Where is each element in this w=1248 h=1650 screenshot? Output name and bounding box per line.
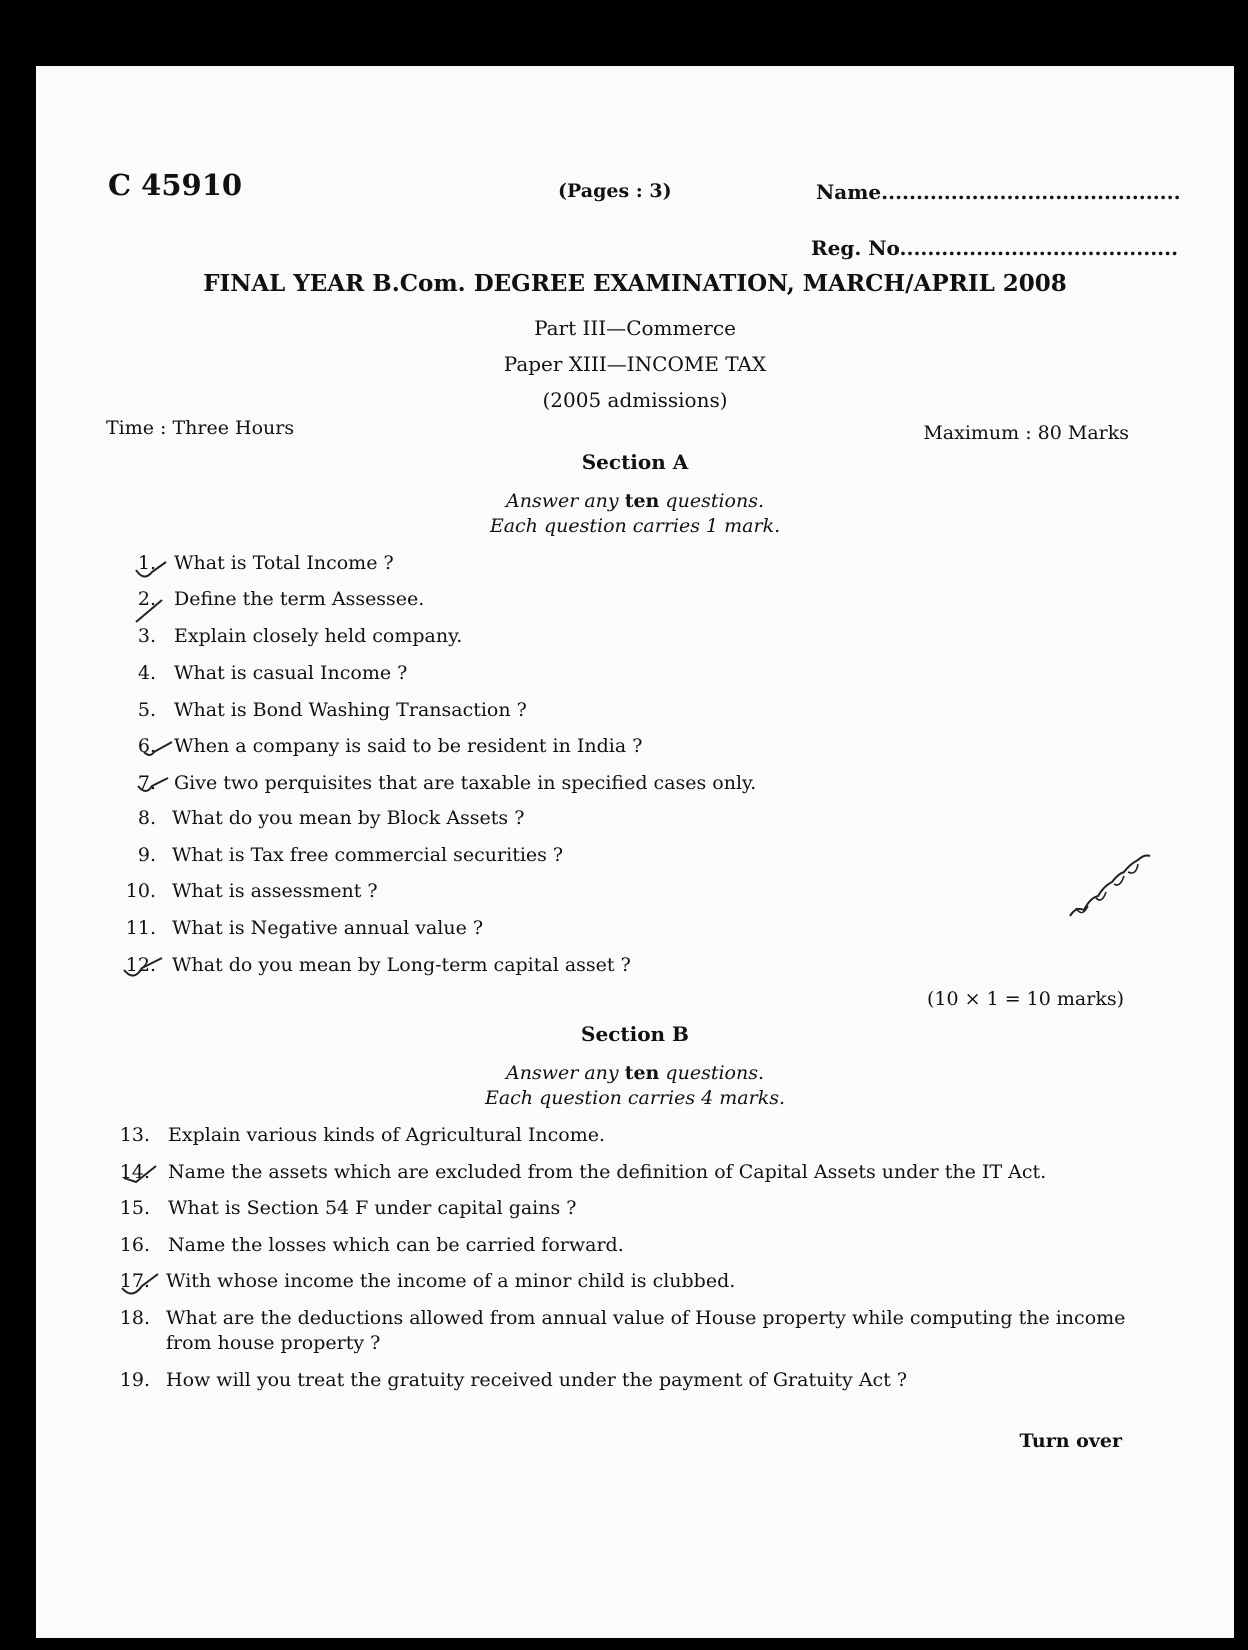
question-number: 1. bbox=[137, 552, 156, 574]
time-allowed: Time : Three Hours bbox=[106, 417, 295, 439]
tick-mark-icon bbox=[118, 1270, 162, 1300]
part-title: Part III—Commerce bbox=[534, 316, 736, 340]
section-b-instruction bbox=[36, 1062, 1234, 1084]
name-field bbox=[816, 180, 1181, 204]
section-a-marks: (10 × 1 = 10 marks) bbox=[927, 988, 1124, 1010]
question-text: Explain closely held company. bbox=[174, 625, 463, 647]
admissions: (2005 admissions) bbox=[542, 388, 728, 412]
question-text: What is Tax free commercial securities ? bbox=[172, 844, 564, 866]
question-text: What is casual Income ? bbox=[174, 662, 408, 684]
question-number: 3. bbox=[137, 625, 156, 647]
question-text: Give two perquisites that are taxable in specified cases only. bbox=[174, 772, 757, 794]
question-number: 13. bbox=[119, 1124, 150, 1146]
question-number: 4. bbox=[137, 662, 156, 684]
question-text: What is Bond Washing Transaction ? bbox=[174, 699, 527, 721]
instr-bold: ten bbox=[624, 490, 660, 512]
question-text: from house property ? bbox=[166, 1332, 381, 1354]
maximum-marks: Maximum : 80 Marks bbox=[923, 422, 1129, 444]
question-number: 15. bbox=[119, 1197, 150, 1219]
section-a-heading: Section A bbox=[581, 450, 689, 474]
exam-paper bbox=[36, 66, 1234, 1638]
signature-icon bbox=[1066, 846, 1156, 926]
reg-no-field bbox=[811, 236, 1178, 260]
paper-title: Paper XIII—INCOME TAX bbox=[503, 352, 767, 376]
tick-mark-icon bbox=[132, 596, 172, 626]
name-dots: ........................................... bbox=[881, 180, 1181, 204]
question-text: What are the deductions allowed from annual value of House property while computing the income bbox=[166, 1307, 1126, 1329]
question-number: 16. bbox=[119, 1234, 150, 1256]
instr-text: questions. bbox=[665, 1062, 764, 1084]
section-b-instruction-2: Each question carries 4 marks. bbox=[484, 1087, 786, 1109]
question-number: 9. bbox=[137, 844, 156, 866]
question-number: 14. bbox=[119, 1161, 150, 1183]
question-number: 7. bbox=[137, 772, 156, 794]
reg-no-dots: ........................................ bbox=[899, 236, 1179, 260]
question-text: With whose income the income of a minor child is clubbed. bbox=[166, 1270, 736, 1292]
question-number: 11. bbox=[125, 917, 156, 939]
question-text: How will you treat the gratuity received under the payment of Gratuity Act ? bbox=[166, 1369, 908, 1391]
question-text: What is Negative annual value ? bbox=[172, 917, 484, 939]
question-text: What is assessment ? bbox=[172, 880, 378, 902]
question-text: Explain various kinds of Agricultural Income. bbox=[168, 1124, 605, 1146]
question-number: 10. bbox=[125, 880, 156, 902]
exam-title: FINAL YEAR B.Com. DEGREE EXAMINATION, MARCH/APRIL 2008 bbox=[203, 270, 1067, 297]
question-number: 6. bbox=[137, 735, 156, 757]
turn-over: Turn over bbox=[1019, 1430, 1122, 1452]
question-number: 2. bbox=[137, 588, 156, 610]
name-label: Name bbox=[816, 180, 882, 204]
question-number: 8. bbox=[137, 807, 156, 829]
instr-text: Answer any bbox=[506, 490, 619, 512]
tick-mark-icon bbox=[140, 738, 176, 762]
question-text: What is Section 54 F under capital gains ? bbox=[168, 1197, 577, 1219]
question-text: Name the losses which can be carried forward. bbox=[168, 1234, 624, 1256]
question-text: What do you mean by Block Assets ? bbox=[172, 807, 525, 829]
instr-bold: ten bbox=[624, 1062, 660, 1084]
question-number: 17. bbox=[119, 1270, 150, 1292]
page-count: (Pages : 3) bbox=[558, 180, 672, 202]
question-text: When a company is said to be resident in India ? bbox=[174, 735, 643, 757]
section-a-instruction-2: Each question carries 1 mark. bbox=[489, 515, 781, 537]
tick-mark-icon bbox=[132, 556, 172, 586]
question-number: 18. bbox=[119, 1307, 150, 1329]
question-number: 19. bbox=[119, 1369, 150, 1391]
question-number: 12. bbox=[125, 954, 156, 976]
question-text: Name the assets which are excluded from the definition of Capital Assets under the IT Act. bbox=[168, 1161, 1047, 1183]
question-number: 5. bbox=[137, 699, 156, 721]
section-a-instruction bbox=[36, 490, 1234, 512]
question-text: What do you mean by Long-term capital asset ? bbox=[172, 954, 631, 976]
reg-no-label: Reg. No bbox=[811, 236, 900, 260]
instr-text: Answer any bbox=[506, 1062, 619, 1084]
instr-text: questions. bbox=[665, 490, 764, 512]
paper-code: C 45910 bbox=[108, 168, 243, 202]
tick-mark-icon bbox=[120, 1162, 160, 1188]
question-text: What is Total Income ? bbox=[174, 552, 394, 574]
tick-mark-icon bbox=[136, 774, 172, 798]
section-b-heading: Section B bbox=[581, 1022, 689, 1046]
tick-mark-icon bbox=[120, 954, 166, 982]
question-text: Define the term Assessee. bbox=[174, 588, 425, 610]
